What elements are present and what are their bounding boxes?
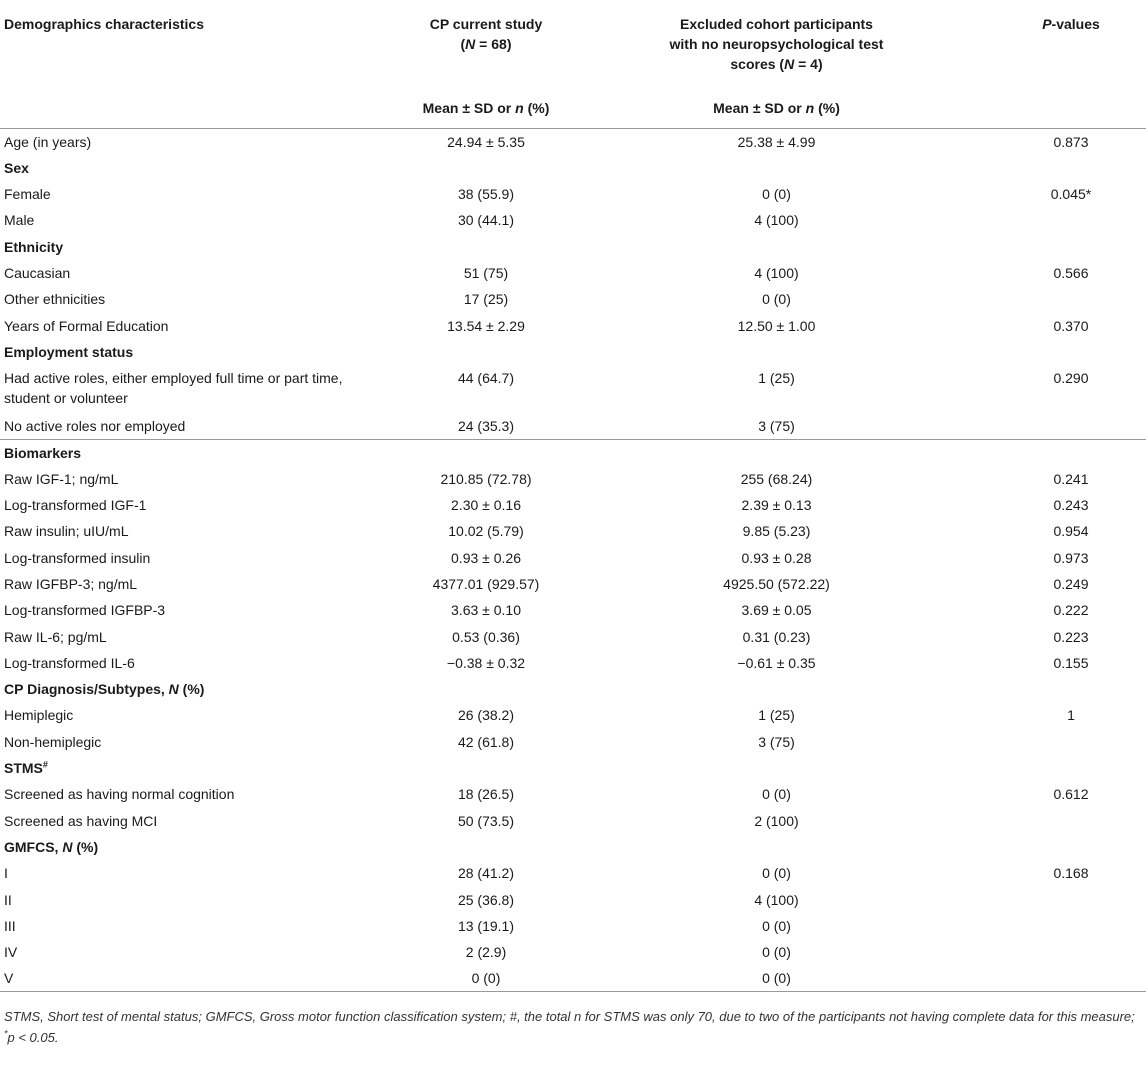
row-label [0, 545, 375, 571]
header-cp-n-value: = 68) [475, 36, 512, 52]
p-value: 0.370 [1053, 317, 1089, 334]
row-label-text: Caucasian [4, 264, 71, 281]
excluded-value [597, 834, 956, 860]
cp-value: 24.94 ± 5.35 [447, 134, 525, 150]
table-row [0, 545, 1146, 571]
row-label-text: Ethnicity [4, 238, 64, 255]
p-value [956, 155, 1146, 181]
cp-value [375, 834, 597, 860]
row-label [0, 129, 375, 155]
cp-value: 10.02 (5.79) [448, 523, 524, 540]
excluded-value: 1 (25) [758, 707, 795, 724]
cp-value: 0.93 ± 0.26 [451, 549, 521, 566]
row-label-text: Hemiplegic [4, 707, 74, 724]
excluded-value [597, 339, 956, 365]
row-label-text: STMS [4, 760, 43, 777]
cp-value: 13 (19.1) [457, 917, 515, 934]
section-heading [0, 155, 375, 181]
header-cp-n-var: N [465, 36, 476, 52]
table-body [0, 129, 1146, 992]
row-label [0, 286, 375, 312]
cp-value [375, 339, 597, 365]
cp-value: 2 (2.9) [465, 944, 507, 961]
row-label [0, 492, 375, 518]
excluded-value: 0 (0) [597, 965, 956, 991]
cp-value: 13.54 ± 2.29 [447, 317, 525, 334]
row-label-text: Biomarkers [4, 444, 82, 461]
footnote-tail: p < 0.05. [7, 1030, 59, 1046]
header-p-var: P [1042, 16, 1052, 32]
p-value [956, 339, 1146, 365]
cp-value: 0.53 (0.36) [452, 628, 520, 645]
header-cp-study-label: CP current study [429, 16, 543, 32]
row-label-text: II [4, 891, 12, 908]
row-label-text: Raw insulin; uIU/mL [4, 523, 129, 540]
table-row [0, 155, 1146, 181]
p-value [956, 755, 1146, 781]
p-value [956, 834, 1146, 860]
row-label-text: GMFCS, [4, 838, 63, 855]
header-ex-stat-pre: Mean ± SD or [713, 100, 806, 116]
excluded-value: 4925.50 (572.22) [723, 575, 830, 592]
row-label-text: Employment status [4, 343, 134, 360]
table-header [0, 14, 1146, 129]
cp-value: −0.38 ± 0.32 [446, 654, 526, 671]
row-label-text: III [4, 917, 16, 934]
excluded-value [597, 155, 956, 181]
row-label-post: (%) [72, 838, 99, 855]
header-cp-stat [375, 98, 597, 129]
cp-value: 26 (38.2) [457, 707, 515, 724]
p-value [956, 207, 1146, 233]
cp-value: 44 (64.7) [457, 370, 515, 387]
section-heading [0, 834, 375, 860]
row-label-text: IV [4, 944, 18, 961]
p-value: 1 [1067, 707, 1075, 724]
p-value: 0.873 [1053, 134, 1089, 150]
section-heading [0, 755, 375, 781]
table-row [0, 781, 1146, 807]
table-row [0, 181, 1146, 207]
p-value: 0.222 [1053, 602, 1089, 619]
header-excluded-label: Excluded cohort participants with no neuropsychological test scores ( [669, 16, 884, 72]
cp-value: 17 (25) [463, 291, 509, 308]
p-value: 0.249 [1053, 575, 1089, 592]
table-row [0, 571, 1146, 597]
row-label-text: Years of Formal Education [4, 317, 169, 334]
row-label-text: Log-transformed IGFBP-3 [4, 602, 166, 619]
excluded-value: 0.93 ± 0.28 [741, 549, 812, 566]
row-label-text: Screened as having normal cognition [4, 786, 235, 803]
cp-value: 51 (75) [463, 264, 509, 281]
row-label [0, 781, 375, 807]
row-label [0, 571, 375, 597]
excluded-value: −0.61 ± 0.35 [737, 654, 816, 671]
table-row [0, 365, 1146, 413]
table-row [0, 939, 1146, 965]
excluded-value: 9.85 (5.23) [742, 523, 811, 540]
cp-value [375, 155, 597, 181]
header-excluded-stat [597, 98, 956, 129]
row-label-post: (%) [178, 681, 205, 698]
row-label-text: V [4, 970, 14, 987]
excluded-value: 0 (0) [762, 944, 791, 961]
table-row [0, 755, 1146, 781]
excluded-value [597, 755, 956, 781]
cp-value [375, 439, 597, 465]
p-value [956, 965, 1146, 991]
section-heading [0, 234, 375, 260]
cp-value: 4377.01 (929.57) [432, 575, 540, 592]
section-heading [0, 676, 375, 702]
table-footnote [0, 992, 1146, 1048]
table-row [0, 834, 1146, 860]
row-label [0, 413, 375, 439]
row-label-text: Log-transformed insulin [4, 549, 151, 566]
header-cp-stat-pre: Mean ± SD or [422, 100, 516, 116]
cp-value: 18 (26.5) [457, 786, 515, 803]
row-label-sup: # [42, 759, 48, 770]
table-row [0, 313, 1146, 339]
p-value [956, 913, 1146, 939]
excluded-value [597, 676, 956, 702]
row-label-text: CP Diagnosis/Subtypes, [4, 681, 169, 698]
cp-value: 50 (73.5) [457, 812, 515, 829]
table-row [0, 439, 1146, 465]
table-row [0, 129, 1146, 155]
table-row [0, 808, 1146, 834]
p-value: 0.045* [1050, 186, 1092, 203]
table-row [0, 466, 1146, 492]
table-row [0, 913, 1146, 939]
p-value: 0.243 [1053, 497, 1089, 514]
table-row [0, 624, 1146, 650]
excluded-value: 3 (75) [758, 418, 795, 435]
cp-value: 38 (55.9) [457, 186, 515, 203]
row-label-text: Male [4, 212, 35, 229]
row-label-text: Raw IGFBP-3; ng/mL [4, 575, 138, 592]
header-excluded-n-value: = 4) [794, 56, 823, 72]
row-label [0, 518, 375, 544]
table-row [0, 234, 1146, 260]
header-cp-n-open: ( [460, 36, 466, 52]
p-value [956, 676, 1146, 702]
excluded-value: 25.38 ± 4.99 [737, 134, 816, 150]
row-label-text: Had active roles, either employed full time or part time, student or volunteer [4, 370, 343, 407]
cp-value [375, 676, 597, 702]
cp-value: 210.85 (72.78) [440, 470, 532, 487]
p-value [956, 413, 1146, 439]
excluded-value [597, 234, 956, 260]
row-label-text: Log-transformed IGF-1 [4, 497, 147, 514]
p-value: 0.241 [1053, 470, 1089, 487]
excluded-value: 0 (0) [762, 865, 791, 882]
row-label-text: No active roles nor employed [4, 418, 186, 435]
table-row [0, 518, 1146, 544]
excluded-value: 0 (0) [762, 186, 791, 203]
row-label [0, 702, 375, 728]
p-value [956, 808, 1146, 834]
excluded-value: 0 (0) [762, 291, 791, 308]
row-label [0, 207, 375, 233]
excluded-value: 2 (100) [754, 812, 799, 829]
table-row [0, 260, 1146, 286]
table-row [0, 676, 1146, 702]
excluded-value: 4 (100) [754, 264, 799, 281]
row-label [0, 624, 375, 650]
row-label [0, 313, 375, 339]
row-label [0, 597, 375, 623]
row-label-text: Other ethnicities [4, 291, 106, 308]
cp-value: 42 (61.8) [457, 733, 515, 750]
p-value: 0.954 [1053, 523, 1089, 540]
excluded-value: 3.69 ± 0.05 [741, 602, 812, 619]
p-value [956, 439, 1146, 465]
excluded-value: 255 (68.24) [740, 470, 813, 487]
table-row [0, 492, 1146, 518]
section-heading [0, 439, 375, 465]
p-value [956, 729, 1146, 755]
footnote-sup: * [4, 1028, 8, 1039]
excluded-value: 2.39 ± 0.13 [741, 497, 812, 514]
excluded-value: 0 (0) [762, 786, 791, 803]
row-label [0, 729, 375, 755]
header-pvalues [956, 14, 1146, 98]
header-ex-stat-post: (%) [814, 100, 840, 116]
row-label [0, 939, 375, 965]
table-row [0, 339, 1146, 365]
p-value [956, 286, 1146, 312]
row-label-text: Age (in years) [4, 134, 92, 150]
cp-value: 2.30 ± 0.16 [451, 497, 521, 514]
row-label [0, 965, 375, 991]
p-value [956, 939, 1146, 965]
row-label [0, 466, 375, 492]
excluded-value: 3 (75) [758, 733, 795, 750]
header-blank [0, 98, 375, 129]
p-value: 0.290 [1053, 370, 1089, 387]
row-label-text: Sex [4, 159, 29, 176]
excluded-value [597, 439, 956, 465]
cp-value: 24 (35.3) [457, 418, 515, 435]
header-excluded-cohort [597, 14, 956, 98]
header-cp-study [375, 14, 597, 98]
table-row [0, 729, 1146, 755]
row-label-text: Log-transformed IL-6 [4, 654, 135, 671]
header-p-label: -values [1051, 16, 1100, 32]
row-label [0, 650, 375, 676]
p-value: 0.155 [1053, 654, 1089, 671]
row-label-text: Female [4, 186, 51, 203]
table-row [0, 887, 1146, 913]
cp-value: 30 (44.1) [457, 212, 515, 229]
cp-value: 0 (0) [375, 965, 597, 991]
footnote-text: STMS, Short test of mental status; GMFCS, Gross motor function classification system; #, the total n for STMS was only 70, due to two of the participants not having complete data for this measure; [4, 1009, 1135, 1025]
header-demographics-label: Demographics characteristics [4, 16, 204, 32]
p-value: 0.223 [1053, 628, 1089, 645]
cp-value [375, 234, 597, 260]
row-label [0, 260, 375, 286]
p-value: 0.612 [1053, 786, 1089, 803]
row-label [0, 808, 375, 834]
header-demographics [0, 14, 375, 98]
row-label-text: Raw IL-6; pg/mL [4, 628, 107, 645]
row-label-text: I [4, 865, 8, 882]
header-p-blank [956, 98, 1146, 129]
row-label-text: Non-hemiplegic [4, 733, 102, 750]
row-label [0, 365, 375, 413]
row-label-var: N [168, 681, 179, 698]
excluded-value: 0.31 (0.23) [742, 628, 811, 645]
table-row [0, 702, 1146, 728]
cp-value: 3.63 ± 0.10 [451, 602, 521, 619]
table-row [0, 413, 1146, 439]
p-value [956, 234, 1146, 260]
cp-value: 28 (41.2) [457, 865, 515, 882]
excluded-value: 1 (25) [758, 370, 795, 387]
demographics-table [0, 14, 1146, 992]
row-label-var: N [62, 838, 73, 855]
table-row [0, 286, 1146, 312]
header-ex-stat-var: n [805, 100, 815, 116]
row-label-text: Raw IGF-1; ng/mL [4, 470, 119, 487]
p-value [956, 887, 1146, 913]
section-heading [0, 339, 375, 365]
table-row [0, 860, 1146, 886]
excluded-value: 4 (100) [754, 212, 799, 229]
cp-value: 25 (36.8) [457, 891, 515, 908]
cp-value [375, 755, 597, 781]
row-label [0, 913, 375, 939]
p-value: 0.973 [1053, 549, 1089, 566]
header-cp-stat-post: (%) [523, 100, 550, 116]
table-row [0, 650, 1146, 676]
row-label-text: Screened as having MCI [4, 812, 158, 829]
p-value: 0.168 [1053, 865, 1089, 882]
table-row [0, 597, 1146, 623]
excluded-value: 4 (100) [754, 891, 799, 908]
excluded-value: 0 (0) [762, 917, 791, 934]
table-row [0, 207, 1146, 233]
excluded-value: 12.50 ± 1.00 [737, 317, 816, 334]
header-cp-stat-var: n [515, 100, 524, 116]
table-row [0, 965, 1146, 991]
header-excluded-n-var: N [784, 56, 795, 72]
p-value: 0.566 [1053, 264, 1089, 281]
row-label [0, 860, 375, 886]
row-label [0, 887, 375, 913]
row-label [0, 181, 375, 207]
